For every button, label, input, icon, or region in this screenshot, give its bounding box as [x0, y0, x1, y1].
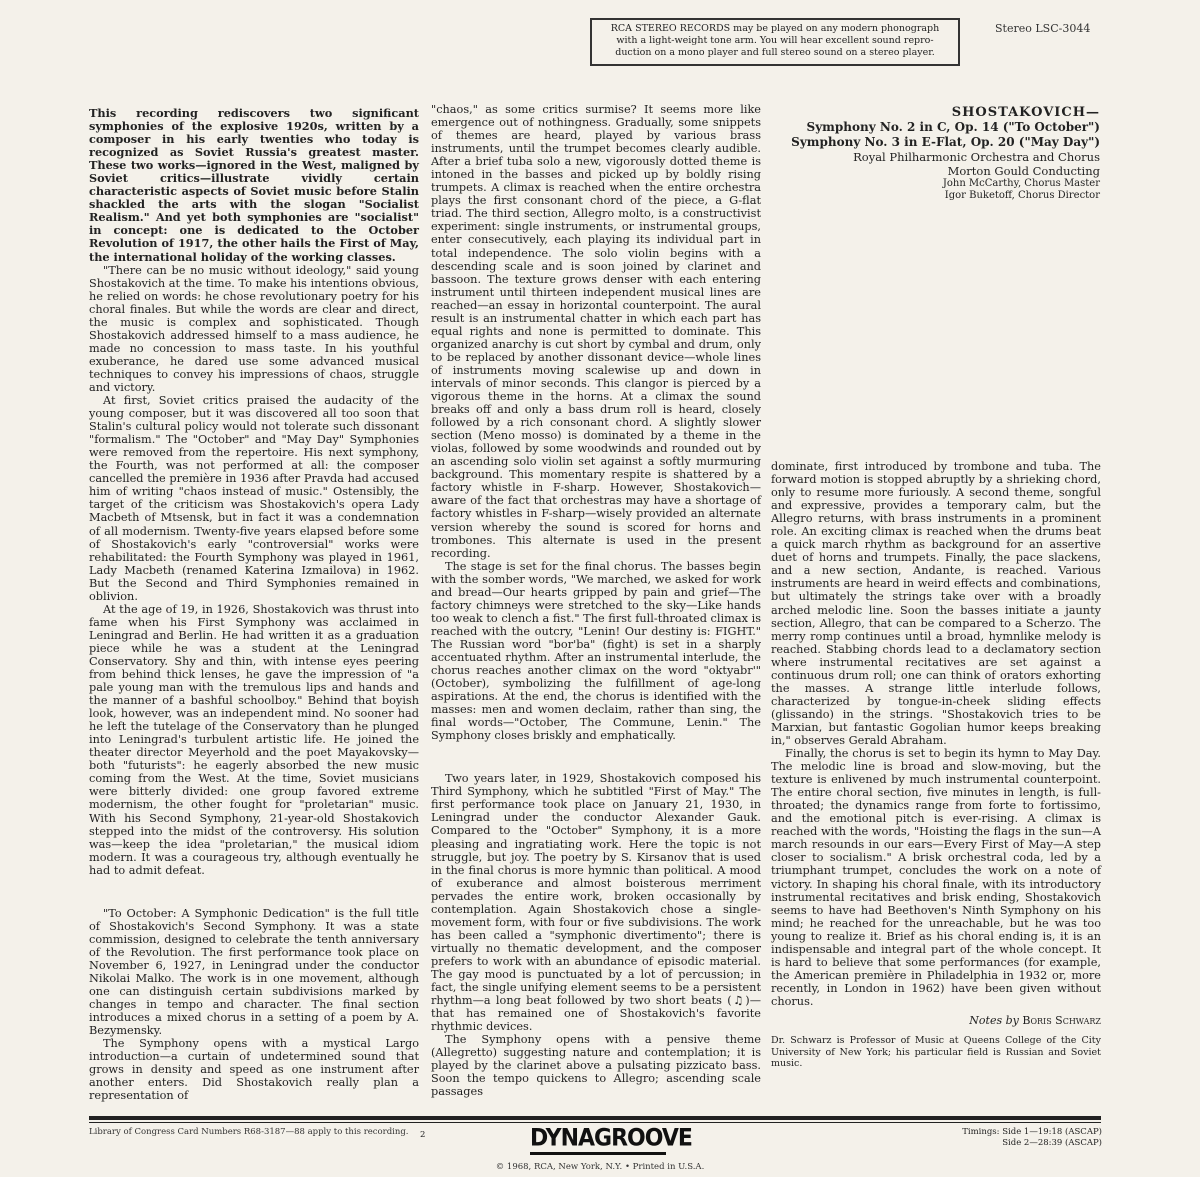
- chorus-master: John McCarthy, Chorus Master: [942, 178, 1100, 189]
- paragraph: At first, Soviet critics praised the audacity of the young composer, but it was discovered all too soon that Stalin's cultural policy would not tolerate such dissonant "formalism." The "October" and "May Day" Symphonies were removed from the repertoire. His next symphony, the Fourth, was not performed at all: the composer cancelled the première in 1936 after Pravda had accused him of writing "chaos instead of music." Ostensibly, the target of the criticism was Shostakovich's opera Lady Macbeth of Mtsensk, but in fact it was a condemnation of all modernism. Twenty-five years elapsed before some of Shostakovich's early "controversial" works were rehabilitated: the Fourth Symphony was played in 1961, Lady Macbeth (renamed Katerina Izmailova) in 1962. But the Second and Third Symphonies remained in oblivion.: [89, 394, 419, 603]
- album-credits: [760, 105, 1100, 202]
- stereo-notice-line1: RCA STEREO RECORDS may be played on any modern phonograph: [610, 23, 940, 34]
- orchestra-name: Royal Philharmonic Orchestra and Chorus: [853, 150, 1100, 164]
- paragraph: Finally, the chorus is set to begin its hymn to May Day. The melodic line is broad and slow-moving, but the texture is enlivened by much instrumental counterpoint. The entire choral section, five minutes in length, is full-throated; the dynamics range from forte to fortissimo, and the emotional pitch is ever-rising. A climax is reached with the words, "Hoisting the flags in the sun—A march resounds in our ears—Every First of May—A step closer to socialism." A brisk orchestral coda, led by a triumphant trumpet, concludes the work on a note of victory. In shaping his choral finale, with its introductory instrumental recitatives and brisk ending, Shostakovich seems to have had Beethoven's Ninth Symphony on his mind; he reached for the unreachable, but he was too young to realize it. Brief as his choral ending is, it is an indispensable and integral part of the whole concept. It is hard to believe that some performances (for example, the American première in Philadelphia in 1932 or, more recently, in London in 1962) have been given without chorus.: [771, 747, 1101, 1008]
- footer-rule-thin: [89, 1122, 1101, 1123]
- paragraph: "There can be no music without ideology," said young Shostakovich at the time. To make his intentions obvious, he relied on words: he chose revolutionary poetry for his choral finales. But while the words are clear and direct, the music is complex and sophisticated. Though Shostakovich addressed himself to a mass audience, he made no concession to mass taste. In his youthful exuberance, he dared use some advanced musical techniques to convey his impressions of chaos, struggle and victory.: [89, 263, 419, 394]
- composer-name: SHOSTAKOVICH—: [951, 105, 1100, 120]
- paragraph: The stage is set for the final chorus. The basses begin with the somber words, "We marched, we asked for work and bread—Our hearts gripped by pain and grief—The factory chimneys were stretched to the sky—Like hands too weak to clench a fist." The first full-throated climax is reached with the outcry, "Lenin! Our destiny is: FIGHT." The Russian word "bor'ba" (fight) is set in a sharply accentuated rhythm. After an instrumental interlude, the chorus reaches another climax on the word "oktyabr'" (October), symbolizing the fulfillment of age-long aspirations. At the end, the chorus is identified with the masses: men and women declaim, rather than sing, the final words—"October, The Commune, Lenin." The Symphony closes briskly and emphatically.: [431, 559, 761, 743]
- logo-text: DYNAGROOVE: [530, 1124, 692, 1153]
- lccn-text: Library of Congress Card Numbers R68-3187—88 apply to this recording.: [89, 1127, 409, 1137]
- stereo-notice-line2: with a light-weight tone arm. You will hear excellent sound repro-: [616, 35, 934, 46]
- paragraph: At the age of 19, in 1926, Shostakovich was thrust into fame when his First Symphony was acclaimed in Leningrad and Berlin. He had written it as a graduation piece while he was a student at the Leningrad Conservatory. Shy and thin, with intense eyes peering from behind thick lenses, he gave the impression of "a pale young man with the tremulous lips and hands and the manner of a bashful schoolboy." Behind that boyish look, however, was an independent mind. No sooner had he left the tutelage of the Conservatory than he plunged into Leningrad's turbulent artistic life. He joined the theater director Meyerhold and the poet Mayakovsky—both "futurists": he eagerly absorbed the new music coming from the West. At the time, Soviet musicians were bitterly divided: one group favored extreme modernism, the other fought for "proletarian" music. With his Second Symphony, 21-year-old Shostakovich stepped into the midst of the controversy. His solution was—keep the idea "proletarian," the musical idiom modern. It was a courageous try, although eventually he had to admit defeat.: [89, 602, 419, 877]
- work-title-2: Symphony No. 3 in E-Flat, Op. 20 ("May Day"): [791, 135, 1100, 149]
- conductor-name: Morton Gould Conducting: [947, 164, 1100, 178]
- stereo-notice-line3: duction on a mono player and full stereo sound on a stereo player.: [615, 47, 935, 58]
- intro-paragraph: This recording rediscovers two significant symphonies of the explosive 1920s, written by a composer in his early twenties who today is recognized as Soviet Russia's greatest master. These two works—ignored in the West, maligned by Soviet critics—illustrate vividly certain characteristic aspects of Soviet music before Stalin shackled the arts with the slogan "Socialist Realism." And yet both symphonies are "socialist" in concept: one is dedicated to the October Revolution of 1917, the other hails the First of May, the international holiday of the working classes.: [89, 106, 419, 264]
- timing-side-1: Timings: Side 1—19:18 (ASCAP): [962, 1127, 1102, 1137]
- chorus-director: Igor Buketoff, Chorus Director: [944, 190, 1100, 201]
- notes-column-1: [89, 107, 419, 1102]
- timing-side-2: Side 2—28:39 (ASCAP): [1002, 1137, 1102, 1148]
- notes-author: Boris Schwarz: [1022, 1013, 1101, 1027]
- work-title-1: Symphony No. 2 in C, Op. 14 ("To October"): [806, 120, 1100, 134]
- footer-rule: [89, 1116, 1101, 1120]
- paragraph: dominate, first introduced by trombone and tuba. The forward motion is stopped abruptly by a shrieking chord, only to resume more furiously. A second theme, songful and expressive, provides a temporary calm, but the Allegro returns, with brass instruments in a prominent role. An exciting climax is reached when the drums beat a quick march rhythm as background for an assertive duet of horns and trumpets. Finally, the pace slackens, and a new section, Andante, is reached. Various instruments are heard in weird effects and combinations, but ultimately the strings take over with a broadly arched melodic line. Soon the basses initiate a jaunty section, Allegro, that can be compared to a Scherzo. The merry romp continues until a broad, hymnlike melody is reached. Stabbing chords lead to a declamatory section where instrumental recitatives are set against a continuous drum roll; one can think of orators exhorting the masses. A strange little interlude follows, characterized by tongue-in-cheek sliding effects (glissando) in the strings. "Shostakovich tries to be Marxian, but fantastic Gogolian humor keeps breaking in," observes Gerald Abraham.: [771, 460, 1101, 747]
- notes-column-2: [431, 103, 761, 1098]
- notes-column-3: [771, 460, 1101, 1070]
- paragraph: The Symphony opens with a pensive theme (Allegretto) suggesting nature and contemplation; it is played by the clarinet above a pulsating pizzicato bass. Soon the tempo quickens to Allegro; ascending scale passages: [431, 1033, 761, 1099]
- catalog-number: Stereo LSC-3044: [995, 22, 1091, 35]
- notes-byline: [771, 1014, 1101, 1027]
- paragraph: "To October: A Symphonic Dedication" is the full title of Shostakovich's Second Symphony. It was a state commission, designed to celebrate the tenth anniversary of the Revolution. The first performance took place on November 6, 1927, in Leningrad under the conductor Nikolai Malko. The work is in one movement, although one can distinguish certain subdivisions marked by changes in tempo and character. The final section introduces a mixed chorus in a setting of a poem by A. Bezymensky.: [89, 906, 419, 1038]
- copyright: © 1968, RCA, New York, N.Y. • Printed in U.S.A.: [495, 1162, 705, 1172]
- stereo-notice-box: [590, 18, 960, 66]
- page-number: 2: [420, 1130, 426, 1140]
- paragraph: The Symphony opens with a mystical Largo introduction—a curtain of undetermined sound that grows in density and speed as one instrument after another enters. Did Shostakovich really plan a representation of: [89, 1037, 419, 1103]
- dynagroove-logo: [530, 1124, 692, 1153]
- author-bio: Dr. Schwarz is Professor of Music at Queens College of the City University of New York; his particular field is Russian and Soviet music.: [771, 1035, 1101, 1070]
- timings: [962, 1127, 1102, 1148]
- logo-underline: [530, 1152, 666, 1155]
- paragraph: "chaos," as some critics surmise? It seems more like emergence out of nothingness. Gradually, some snippets of themes are heard, played by various brass instruments, until the trumpet becomes clearly audible. After a brief tuba solo a new, vigorously dotted theme is intoned in the basses and picked up by boldly rising trumpets. A climax is reached when the entire orchestra plays the first consonant chord of the piece, a G-flat triad. The third section, Allegro molto, is a constructivist experiment: single instruments, or instrumental groups, enter consecutively, each playing its individual part in total independence. The solo violin begins with a descending scale and is soon joined by clarinet and bassoon. The texture grows denser with each entering instrument until thirteen independent musical lines are reached—an essay in horizontal counterpoint. The aural result is an instrumental chatter in which each part has equal rights and none is permitted to dominate. This organized anarchy is cut short by cymbal and drum, only to be replaced by another dissonant device—whole lines of instruments moving scalewise up and down in intervals of minor seconds. This clangor is pierced by a vigorous theme in the horns. At a climax the sound breaks off and only a bass drum roll is heard, closely followed by a rich consonant chord. A slightly slower section (Meno mosso) is dominated by a theme in the violas, followed by some woodwinds and rounded out by an ascending solo violin set against a softly murmuring background. This momentary respite is shattered by a factory whistle in F-sharp. However, Shostakovich—aware of the fact that orchestras may have a shortage of factory whistles in F-sharp—wisely provided an alternate version whereby the sound is scored for horns and trombones. This alternate is used in the present recording.: [431, 103, 761, 560]
- paragraph: Two years later, in 1929, Shostakovich composed his Third Symphony, which he subtitled "First of May." The first performance took place on January 21, 1930, in Leningrad under the conductor Alexander Gauk. Compared to the "October" Symphony, it is a more pleasing and ingratiating work. Here the topic is not struggle, but joy. The poetry by S. Kirsanov that is used in the final chorus is more hymnic than political. A mood of exuberance and almost boisterous merriment pervades the entire work, broken occasionally by contemplation. Again Shostakovich chose a single-movement form, with four or five subdivisions. The work has been called a "symphonic divertimento"; there is virtually no thematic development, and the composer prefers to work with an abundance of episodic material. The gay mood is punctuated by a lot of percussion; in fact, the single unifying element seems to be a persistent rhythm—a long beat followed by two short beats (♫)—that has remained one of Shostakovich's favorite rhythmic devices.: [431, 772, 761, 1034]
- notes-by-prefix: Notes by: [969, 1013, 1019, 1027]
